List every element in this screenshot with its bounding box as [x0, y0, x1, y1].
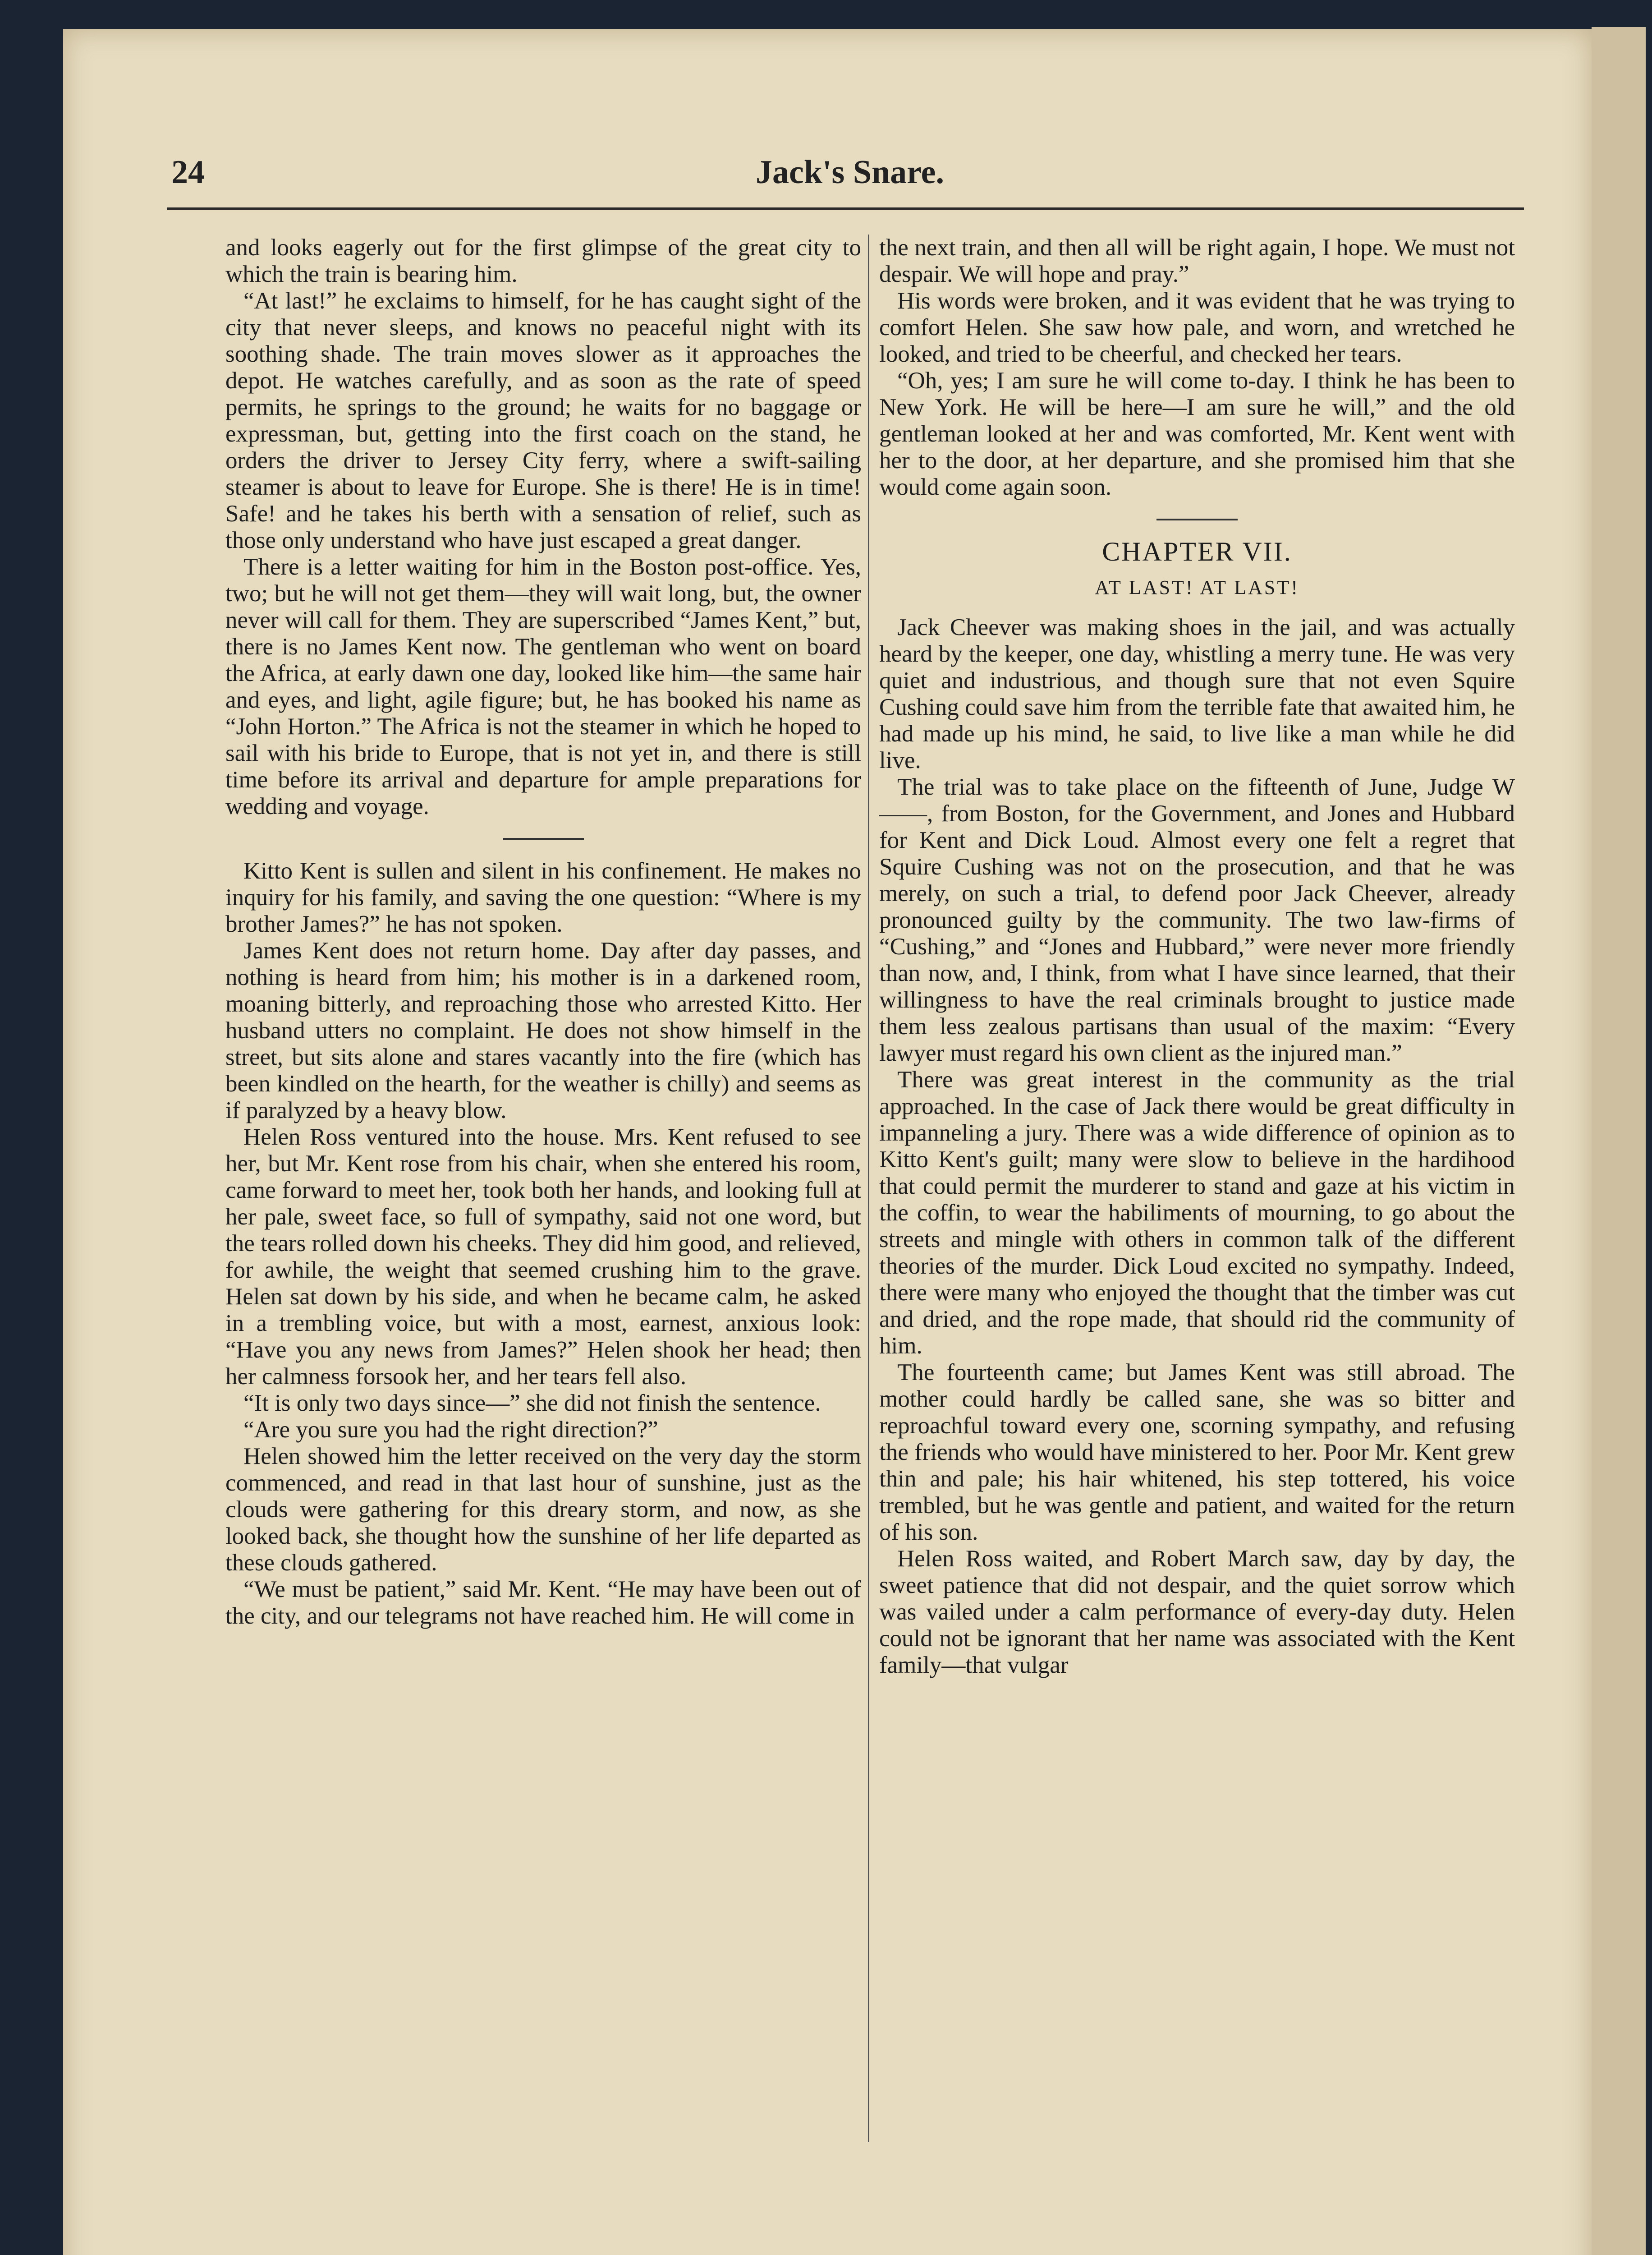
paragraph: There is a letter waiting for him in the Boston post-office. Yes, two; but he will not get them—they will wait long, but, the owner never will call for them. They are superscribed “James Kent,” but, there is no James Kent now. The gentleman who went on board the Africa, at early dawn one day, looked like him—the same hair and eyes, and light, agile figure; but, he has booked his name as “John Horton.” The Africa is not the steamer in which he hoped to sail with his bride to Europe, that is not yet in, and there is still time before its arrival and departure for ample preparations for wedding and voyage.: [225, 554, 861, 819]
paragraph: His words were broken, and it was evident that he was trying to comfort Helen. She saw how pale, and worn, and wretched he looked, and tried to be cheerful, and checked her tears.: [879, 288, 1515, 367]
left-column: [225, 235, 861, 1629]
paragraph: Helen showed him the letter received on the very day the storm commenced, and read in that last hour of sunshine, just as the clouds were gathering for this dreary storm, and now, as she looked back, she thought how the sunshine of her life departed as these clouds gathered.: [225, 1443, 861, 1576]
section-separator: [503, 838, 584, 840]
paragraph: There was great interest in the community as the trial approached. In the case of Jack there would be great difficulty in impanneling a jury. There was a wide difference of opinion as to Kitto Kent's guilt; many were slow to believe in the hardihood that could permit the murderer to stand and gaze at his victim in the coffin, to wear the habiliments of mourning, to go about the streets and mingle with others in common talk of the different theories of the murder. Dick Loud excited no sympathy. Indeed, there were many who enjoyed the thought that the timber was cut and dried, and the rope made, that should rid the community of him.: [879, 1067, 1515, 1359]
chapter-subtitle: AT LAST! AT LAST!: [1095, 576, 1299, 598]
page-number: 24: [171, 154, 205, 191]
paragraph: “Are you sure you had the right direction?”: [243, 1417, 658, 1443]
paragraph: “We must be patient,” said Mr. Kent. “He may have been out of the city, and our telegrams not have reached him. He will come in: [225, 1576, 861, 1629]
section-separator: [1156, 519, 1238, 520]
running-title: Jack's Snare.: [755, 154, 945, 191]
paragraph: Kitto Kent is sullen and silent in his confinement. He makes no inquiry for his family, and saving the one question: “Where is my brother James?” he has not spoken.: [225, 858, 861, 937]
paragraph: The trial was to take place on the fifteenth of June, Judge W——, from Boston, for the Government, and Jones and Hubbard for Kent and Dick Loud. Almost every one felt a regret that Squire Cushing was not on the prosecution, and that he was merely, on such a trial, to defend poor Jack Cheever, already pronounced guilty by the community. The two law-firms of “Cushing,” and “Jones and Hubbard,” were never more friendly than now, and, I think, from what I have since learned, that their willingness to have the real criminals brought to justice made them less zealous partisans than usual of the maxim: “Every lawyer must regard his own client as the injured man.”: [879, 774, 1515, 1066]
paragraph: James Kent does not return home. Day after day passes, and nothing is heard from him; his mother is in a darkened room, moaning bitterly, and reproaching those who arrested Kitto. Her husband utters no complaint. He does not show himself in the street, but sits alone and stares vacantly into the fire (which has been kindled on the hearth, for the weather is chilly) and seems as if paralyzed by a heavy blow.: [225, 938, 861, 1123]
paragraph: Helen Ross waited, and Robert March saw, day by day, the sweet patience that did not despair, and the quiet sorrow which was vailed under a calm performance of every-day duty. Helen could not be ignorant that her name was associated with the Kent family—that vulgar: [879, 1546, 1515, 1678]
page-edge: [1592, 27, 1646, 2255]
paragraph: the next train, and then all will be right again, I hope. We must not despair. We will hope and pray.”: [879, 235, 1515, 287]
paragraph: “It is only two days since—” she did not finish the sentence.: [243, 1390, 821, 1416]
paragraph: “At last!” he exclaims to himself, for he has caught sight of the city that never sleeps, and knows no peaceful night with its soothing shade. The train moves slower as it approaches the depot. He watches carefully, and as soon as the rate of speed permits, he springs to the ground; he waits for no baggage or expressman, but, getting into the first coach on the stand, he orders the driver to Jersey City ferry, where a swift-sailing steamer is about to leave for Europe. She is there! He is in time! Safe! and he takes his berth with a sensation of relief, such as those only understand who have just escaped a great danger.: [225, 288, 861, 553]
column-divider: [868, 235, 869, 2142]
right-column: [879, 235, 1515, 1679]
paragraph: Helen Ross ventured into the house. Mrs. Kent refused to see her, but Mr. Kent rose from his chair, when she entered his room, came forward to meet her, took both her hands, and looking full at her pale, sweet face, so full of sympathy, said not one word, but the tears rolled down his cheeks. They did him good, and relieved, for awhile, the weight that seemed crushing him to the grave. Helen sat down by his side, and when he became calm, he asked in a trembling voice, but with a most, earnest, anxious look: “Have you any news from James?” Helen shook her head; then her calmness forsook her, and her tears fell also.: [225, 1124, 861, 1390]
chapter-title: CHAPTER VII.: [1102, 537, 1292, 566]
header-rule: [167, 207, 1524, 210]
paragraph: Jack Cheever was making shoes in the jail, and was actually heard by the keeper, one day, whistling a merry tune. He was very quiet and industrious, and though sure that not even Squire Cushing could save him from the terrible fate that awaited him, he had made up his mind, he said, to live like a man while he did live.: [879, 614, 1515, 773]
paragraph: and looks eagerly out for the first glimpse of the great city to which the train is bearing him.: [225, 235, 861, 287]
paragraph: The fourteenth came; but James Kent was still abroad. The mother could hardly be called sane, she was so bitter and reproachful toward every one, scorning sympathy, and refusing the friends who would have ministered to her. Poor Mr. Kent grew thin and pale; his hair whitened, his step tottered, his voice trembled, but he was gentle and patient, and waited for the return of his son.: [879, 1359, 1515, 1545]
paragraph: “Oh, yes; I am sure he will come to-day. I think he has been to New York. He will be here—I am sure he will,” and the old gentleman looked at her and was comforted, Mr. Kent went with her to the door, at her departure, and she promised him that she would come again soon.: [879, 368, 1515, 500]
page-header: [171, 149, 1528, 207]
